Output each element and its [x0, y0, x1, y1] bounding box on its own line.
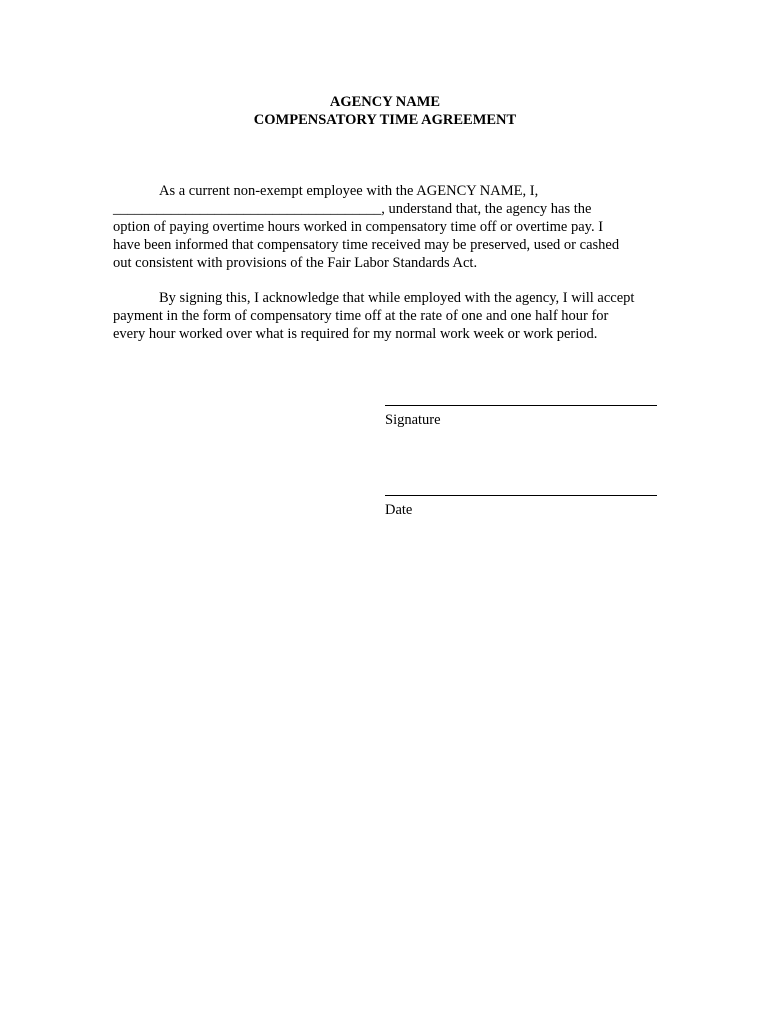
agency-name-heading: AGENCY NAME	[329, 94, 441, 110]
signature-field[interactable]	[385, 405, 658, 429]
date-label: Date	[385, 502, 413, 518]
signature-line[interactable]	[385, 405, 657, 406]
paragraph-line: payment in the form of compensatory time off at the rate of one and one half hour for	[113, 308, 609, 324]
paragraph-line: By signing this, I acknowledge that while employed with the agency, I will accept	[159, 290, 635, 306]
paragraph-line: option of paying overtime hours worked in compensatory time off or overtime pay. I	[113, 219, 604, 235]
paragraph-line: out consistent with provisions of the Fair Labor Standards Act.	[113, 255, 478, 271]
paragraph-line: As a current non-exempt employee with the AGENCY NAME, I,	[159, 183, 539, 199]
date-line[interactable]	[385, 495, 657, 496]
employee-name-blank-line: _____________________________________, understand that, the agency has the	[113, 201, 592, 217]
date-field[interactable]	[385, 495, 658, 519]
document-title	[0, 94, 770, 129]
signature-label: Signature	[385, 412, 441, 428]
paragraph-acknowledgement	[113, 289, 658, 343]
paragraph-employee-statement	[113, 182, 658, 272]
agreement-title-heading: COMPENSATORY TIME AGREEMENT	[253, 111, 517, 128]
paragraph-line: every hour worked over what is required for my normal work week or work period.	[113, 326, 598, 342]
paragraph-line: have been informed that compensatory time received may be preserved, used or cashed	[113, 237, 620, 253]
